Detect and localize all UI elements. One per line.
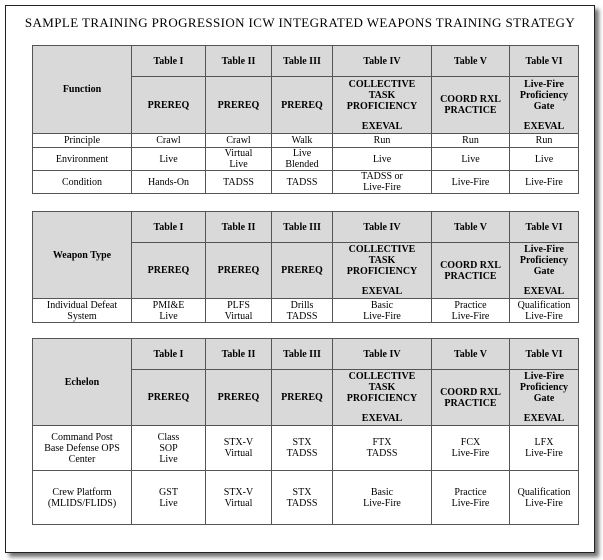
header-table-1: Table I bbox=[132, 339, 206, 370]
phase-prereq: PREREQ bbox=[272, 243, 333, 299]
cell-line: GST bbox=[159, 486, 178, 498]
cell-line: Blended bbox=[285, 159, 319, 170]
table-row bbox=[33, 171, 579, 194]
phase-collective-task-proficiency bbox=[333, 243, 432, 299]
cell-line: Individual Defeat bbox=[46, 299, 118, 311]
table-cell bbox=[132, 471, 206, 525]
phase-line: TASK bbox=[368, 89, 396, 101]
cell-line: SOP bbox=[159, 442, 178, 454]
header-table-3: Table III bbox=[272, 339, 333, 370]
table-cell bbox=[333, 299, 432, 323]
cell-line: STX bbox=[292, 437, 312, 448]
table-row bbox=[33, 134, 579, 148]
echelon-table bbox=[32, 338, 579, 525]
cell-line: Live bbox=[292, 148, 312, 159]
phase-line: COORD RXL bbox=[440, 259, 501, 271]
phase-prereq: PREREQ bbox=[206, 77, 272, 134]
table-cell: Live bbox=[132, 148, 206, 171]
phase-line: COLLECTIVE bbox=[348, 244, 416, 255]
phase-collective-task-proficiency bbox=[333, 77, 432, 134]
table-row bbox=[33, 299, 579, 323]
row-label: Principle bbox=[33, 134, 132, 148]
phase-coord-rxl-practice bbox=[432, 243, 510, 299]
page-title: SAMPLE TRAINING PROGRESSION ICW INTEGRATED WEAPONS TRAINING STRATEGY bbox=[24, 15, 576, 30]
cell-line: Center bbox=[68, 453, 96, 465]
cell-line: Live bbox=[159, 497, 178, 509]
phase-prereq: PREREQ bbox=[132, 243, 206, 299]
header-table-5: Table V bbox=[432, 46, 510, 77]
cell-line: TADSS bbox=[286, 448, 318, 459]
phase-line: Proficiency bbox=[519, 255, 569, 266]
cell-line: Live-Fire bbox=[525, 448, 563, 459]
phase-live-fire-gate bbox=[510, 243, 579, 299]
phase-line: COORD RXL bbox=[440, 94, 501, 105]
table-row bbox=[33, 426, 579, 471]
table-cell: Live-Fire bbox=[510, 171, 579, 194]
table-cell bbox=[272, 299, 333, 323]
header-table-6: Table VI bbox=[510, 212, 579, 243]
table-cell: TADSS bbox=[206, 171, 272, 194]
row-label: Environment bbox=[33, 148, 132, 171]
phase-exeval: EXEVAL bbox=[523, 413, 565, 424]
phase-collective-task-proficiency bbox=[333, 370, 432, 426]
cell-line: TADSS or bbox=[361, 171, 403, 182]
cell-line: Live-Fire bbox=[451, 448, 490, 459]
header-table-1: Table I bbox=[132, 46, 206, 77]
header-table-6: Table VI bbox=[510, 339, 579, 370]
phase-exeval: EXEVAL bbox=[361, 413, 403, 424]
phase-coord-rxl-practice bbox=[432, 77, 510, 134]
phase-line: PRACTICE bbox=[444, 397, 497, 409]
cell-line: Live bbox=[229, 159, 248, 170]
table-cell bbox=[272, 471, 333, 525]
table-cell: Crawl bbox=[132, 134, 206, 148]
phase-line: COLLECTIVE bbox=[348, 371, 416, 382]
phase-exeval: EXEVAL bbox=[523, 286, 565, 297]
row-header-function: Function bbox=[33, 46, 132, 134]
function-table bbox=[32, 45, 579, 194]
phase-line: Gate bbox=[533, 100, 555, 112]
phase-line: PROFICIENCY bbox=[346, 393, 418, 404]
table-cell: Walk bbox=[272, 134, 333, 148]
table-cell bbox=[432, 299, 510, 323]
cell-line: TADSS bbox=[286, 497, 318, 509]
cell-line: Command Post bbox=[51, 431, 113, 443]
table-cell bbox=[132, 426, 206, 471]
table-cell: Crawl bbox=[206, 134, 272, 148]
cell-line: Virtual bbox=[224, 310, 253, 322]
header-table-2: Table II bbox=[206, 212, 272, 243]
cell-line: Live-Fire bbox=[525, 497, 563, 509]
cell-line: Live-Fire bbox=[525, 310, 563, 322]
row-label bbox=[33, 471, 132, 525]
cell-line: Virtual bbox=[224, 497, 253, 509]
row-label: Condition bbox=[33, 171, 132, 194]
table-cell: Live bbox=[432, 148, 510, 171]
header-table-3: Table III bbox=[272, 46, 333, 77]
cell-line: Qualification bbox=[517, 299, 571, 311]
phase-prereq: PREREQ bbox=[206, 370, 272, 426]
cell-line: FCX bbox=[460, 437, 481, 448]
header-table-6: Table VI bbox=[510, 46, 579, 77]
header-table-5: Table V bbox=[432, 212, 510, 243]
cell-line: Crew Platform bbox=[52, 486, 112, 498]
row-header-weapon-type: Weapon Type bbox=[33, 212, 132, 299]
table-cell: Run bbox=[510, 134, 579, 148]
cell-line: Practice bbox=[454, 299, 487, 311]
table-row bbox=[33, 471, 579, 525]
phase-prereq: PREREQ bbox=[272, 77, 333, 134]
document-frame bbox=[5, 5, 595, 553]
cell-line: STX bbox=[292, 486, 312, 498]
phase-line: TASK bbox=[368, 255, 396, 266]
header-table-4: Table IV bbox=[333, 339, 432, 370]
table-cell bbox=[206, 148, 272, 171]
cell-line: Live-Fire bbox=[363, 310, 401, 322]
phase-line: Live-Fire bbox=[524, 78, 564, 90]
table-cell: Live bbox=[333, 148, 432, 171]
cell-line: (MLIDS/FLIDS) bbox=[47, 497, 117, 509]
row-label bbox=[33, 426, 132, 471]
phase-line: COLLECTIVE bbox=[348, 78, 416, 90]
phase-exeval: EXEVAL bbox=[361, 120, 403, 132]
cell-line: LFX bbox=[534, 437, 554, 448]
table-cell bbox=[333, 471, 432, 525]
table-cell bbox=[432, 426, 510, 471]
cell-line: STX-V bbox=[223, 486, 254, 498]
phase-live-fire-gate bbox=[510, 77, 579, 134]
table-cell bbox=[333, 426, 432, 471]
cell-line: PMI&E bbox=[152, 299, 185, 311]
table-cell bbox=[510, 471, 579, 525]
table-cell: Run bbox=[432, 134, 510, 148]
cell-line: Qualification bbox=[517, 486, 571, 498]
phase-live-fire-gate bbox=[510, 370, 579, 426]
header-table-4: Table IV bbox=[333, 212, 432, 243]
phase-line: Live-Fire bbox=[524, 371, 564, 382]
cell-line: Live bbox=[159, 310, 178, 322]
phase-line: PROFICIENCY bbox=[346, 266, 418, 277]
table-cell bbox=[432, 471, 510, 525]
phase-line: TASK bbox=[368, 382, 396, 393]
table-cell bbox=[510, 426, 579, 471]
cell-line: Virtual bbox=[224, 448, 253, 459]
cell-line: Live-Fire bbox=[451, 310, 490, 322]
phase-prereq: PREREQ bbox=[132, 370, 206, 426]
phase-line: PROFICIENCY bbox=[346, 100, 418, 112]
cell-line: Class bbox=[157, 431, 180, 443]
phase-line: Live-Fire bbox=[524, 244, 564, 255]
cell-line: Basic bbox=[370, 299, 394, 311]
cell-line: Base Defense OPS bbox=[44, 442, 120, 454]
header-table-3: Table III bbox=[272, 212, 333, 243]
row-label bbox=[33, 299, 132, 323]
phase-line: PRACTICE bbox=[444, 105, 497, 116]
table-cell bbox=[272, 148, 333, 171]
cell-line: Practice bbox=[454, 486, 487, 498]
cell-line: Basic bbox=[370, 486, 394, 498]
table-cell bbox=[132, 299, 206, 323]
phase-prereq: PREREQ bbox=[206, 243, 272, 299]
header-table-1: Table I bbox=[132, 212, 206, 243]
phase-coord-rxl-practice bbox=[432, 370, 510, 426]
table-cell bbox=[272, 426, 333, 471]
header-table-2: Table II bbox=[206, 339, 272, 370]
cell-line: Live bbox=[159, 453, 178, 465]
table-cell: Hands-On bbox=[132, 171, 206, 194]
row-header-echelon: Echelon bbox=[33, 339, 132, 426]
table-cell: Live-Fire bbox=[432, 171, 510, 194]
header-table-5: Table V bbox=[432, 339, 510, 370]
phase-prereq: PREREQ bbox=[132, 77, 206, 134]
table-cell: Live bbox=[510, 148, 579, 171]
weapon-type-table bbox=[32, 211, 579, 323]
cell-line: FTX bbox=[372, 437, 392, 448]
phase-line: Proficiency bbox=[519, 89, 569, 101]
table-cell bbox=[206, 471, 272, 525]
phase-line: PRACTICE bbox=[444, 270, 497, 282]
table-row bbox=[33, 148, 579, 171]
cell-line: PLFS bbox=[227, 299, 250, 311]
table-cell bbox=[333, 171, 432, 194]
header-table-4: Table IV bbox=[333, 46, 432, 77]
cell-line: TADSS bbox=[366, 448, 398, 459]
cell-line: Virtual bbox=[224, 148, 253, 159]
phase-exeval: EXEVAL bbox=[361, 286, 403, 297]
cell-line: Drills bbox=[290, 299, 314, 311]
phase-line: Gate bbox=[533, 393, 555, 404]
phase-line: COORD RXL bbox=[440, 386, 501, 398]
cell-line: Live-Fire bbox=[451, 497, 490, 509]
cell-line: System bbox=[67, 310, 97, 322]
cell-line: TADSS bbox=[286, 310, 318, 322]
phase-exeval: EXEVAL bbox=[523, 120, 565, 132]
cell-line: STX-V bbox=[223, 437, 254, 448]
table-cell bbox=[206, 426, 272, 471]
table-cell bbox=[206, 299, 272, 323]
table-cell bbox=[510, 299, 579, 323]
table-cell: TADSS bbox=[272, 171, 333, 194]
phase-line: Proficiency bbox=[519, 382, 569, 393]
header-table-2: Table II bbox=[206, 46, 272, 77]
cell-line: Live-Fire bbox=[363, 497, 401, 509]
table-cell: Run bbox=[333, 134, 432, 148]
phase-line: Gate bbox=[533, 266, 555, 277]
cell-line: Live-Fire bbox=[363, 182, 401, 193]
phase-prereq: PREREQ bbox=[272, 370, 333, 426]
